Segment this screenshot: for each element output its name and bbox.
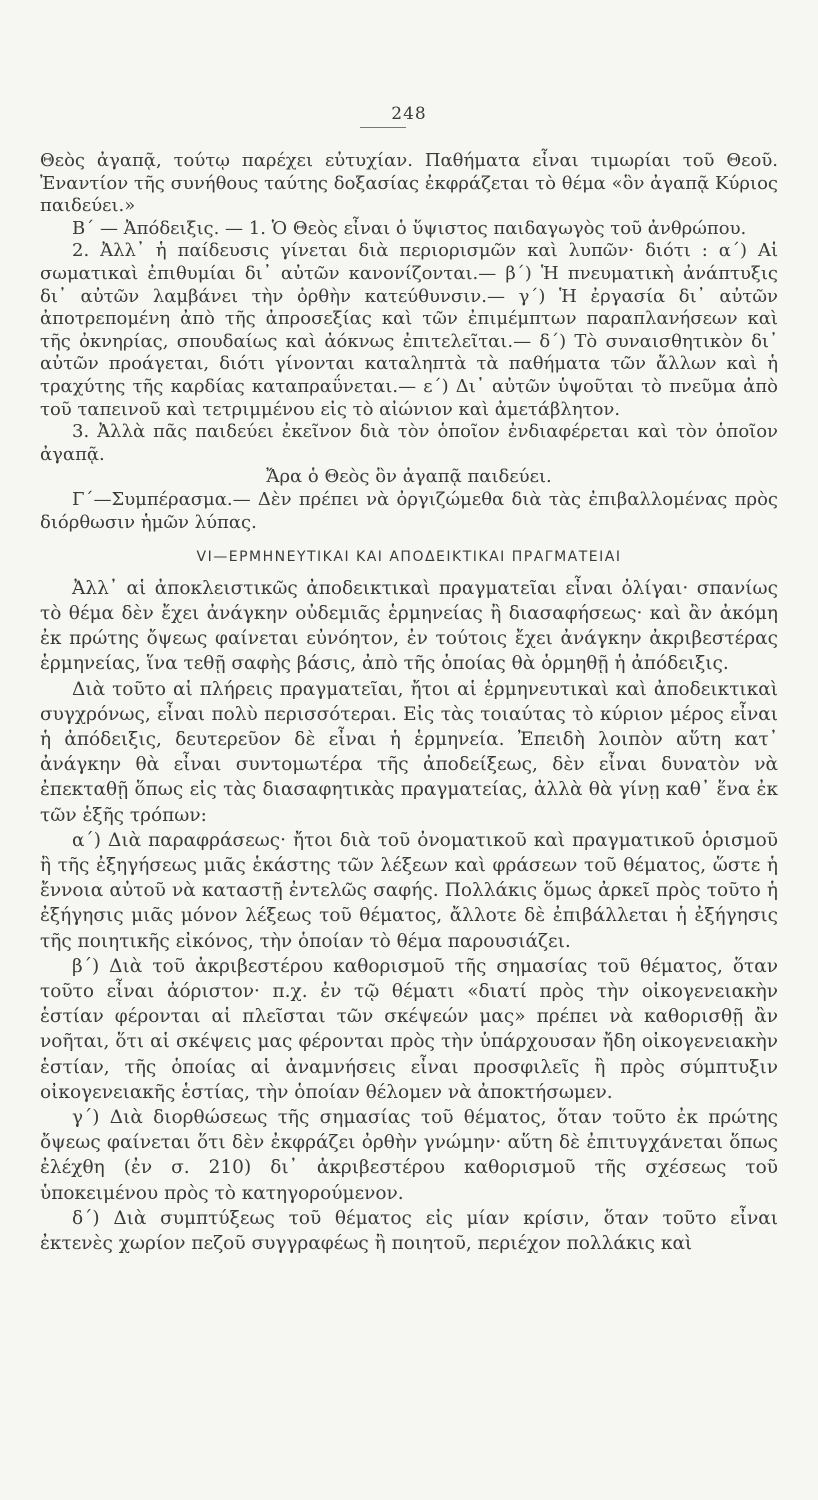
paragraph: 2. Ἀλλ᾽ ἡ παίδευσις γίνεται διὰ περιορισμῶν καὶ λυπῶν· διότι : α΄) Αἱ σωματικαὶ ἐπιθυμίαι δι᾽ αὐτῶν κανονίζονται.— β΄) Ἡ πνευματικὴ ἀνάπτυξις δι᾽ αὐτῶν λαμβάνει τὴν ὀρθὴν κατεύθυνσιν.— γ΄) Ἡ ἐργασία δι᾽ αὐτῶν ἀποτρεπομένη ἀπὸ τῆς ἀπροσεξίας καὶ τῶν ἐπιμέμπτων παραπλανήσεων καὶ τῆς ὀκνηρίας, σπουδαίως καὶ ἀόκνως ἐπιτελεῖται.— δ΄) Τὸ συναισθητικὸν δι᾽ αὐτῶν προάγεται, διότι γίνονται καταληπτὰ τὰ παθήματα τῶν ἄλλων καὶ ἡ τραχύτης τῆς καρδίας καταπραΰνεται.— ε΄) Δι᾽ αὐτῶν ὑψοῦται τὸ πνεῦμα ἀπὸ τοῦ ταπεινοῦ καὶ τετριμμένου εἰς τὸ αἰώνιον καὶ ἀμετάβλητον. (40, 240, 778, 420)
page-body (40, 150, 778, 1256)
section-proof (40, 150, 778, 534)
page-number-rule (360, 127, 406, 128)
paragraph: Γ΄—Συμπέρασμα.— Δὲν πρέπει νὰ ὀργιζώμεθα διὰ τὰς ἐπιβαλλομένας πρὸς διόρθωσιν ἡμῶν λύπας. (40, 488, 778, 533)
paragraph: Θεὸς ἀγαπᾷ, τούτῳ παρέχει εὐτυχίαν. Παθήματα εἶναι τιμωρίαι τοῦ Θεοῦ. Ἐναντίον τῆς συνήθους ταύτης δοξασίας ἐκφράζεται τὸ θέμα «ὃν ἀγαπᾷ Κύριος παιδεύει.» (40, 150, 778, 217)
paragraph: Ἄρα ὁ Θεὸς ὃν ἀγαπᾷ παιδεύει. (266, 466, 552, 488)
page-number: 248 (391, 104, 427, 124)
section-treatises (40, 576, 778, 1256)
paragraph: α΄) Διὰ παραφράσεως· ἤτοι διὰ τοῦ ὀνοματικοῦ καὶ πραγματικοῦ ὁρισμοῦ ἢ τῆς ἐξηγήσεως μιᾶς ἑκάστης τῶν λέξεων καὶ φράσεων τοῦ θέματος, ὥστε ἡ ἔννοια αὐτοῦ νὰ καταστῇ ἐντελῶς σαφής. Πολλάκις ὅμως ἀρκεῖ πρὸς τοῦτο ἡ ἐξήγησις μιᾶς μόνον λέξεως τοῦ θέματος, ἄλλοτε δὲ ἐπιβάλλεται ἡ ἐξήγησις τῆς ποιητικῆς εἰκόνος, τὴν ὁποίαν τὸ θέμα παρουσιάζει. (40, 829, 778, 952)
paragraph: Ἀλλ᾽ αἱ ἀποκλειστικῶς ἀποδεικτικαὶ πραγματεῖαι εἶναι ὀλίγαι· σπανίως τὸ θέμα δὲν ἔχει ἀνάγκην οὐδεμιᾶς ἑρμηνείας ἢ διασαφήσεως· καὶ ἂν ἀκόμη ἐκ πρώτης ὄψεως φαίνεται εὐνόητον, ἐν τούτοις ἔχει ἀνάγκην ἀκριβεστέρας ἑρμηνείας, ἵνα τεθῇ σαφὴς βάσις, ἀπὸ τῆς ὁποίας θὰ ὁρμηθῇ ἡ ἀπόδειξις. (40, 577, 778, 675)
paragraph: Διὰ τοῦτο αἱ πλήρεις πραγματεῖαι, ἤτοι αἱ ἑρμηνευτικαὶ καὶ ἀποδεικτικαὶ συγχρόνως, εἶναι πολὺ περισσότεραι. Εἰς τὰς τοιαύτας τὸ κύριον μέρος εἶναι ἡ ἀπόδειξις, δευτερεῦον δὲ εἶναι ἡ ἑρμηνεία. Ἐπειδὴ λοιπὸν αὕτη κατ᾽ ἀνάγκην θὰ εἶναι συντομωτέρα τῆς ἀποδείξεως, δὲν εἶναι δυνατὸν νὰ ἐπεκταθῇ ὅπως εἰς τὰς διασαφητικὰς πραγματείας, ἀλλὰ θὰ γίνῃ καθ᾽ ἕνα ἐκ τῶν ἑξῆς τρόπων: (40, 678, 778, 826)
paragraph: δ΄) Διὰ συμπτύξεως τοῦ θέματος εἰς μίαν κρίσιν, ὅταν τοῦτο εἶναι ἐκτενὲς χωρίον πεζοῦ συγγραφέως ἢ ποιητοῦ, περιέχον πολλάκις καὶ (40, 1207, 778, 1254)
paragraph: Β΄ — Ἀπόδειξις. — 1. Ὁ Θεὸς εἶναι ὁ ὕψιστος παιδαγωγὸς τοῦ ἀνθρώπου. (72, 217, 747, 239)
section-heading: VI—ΕΡΜΗΝΕΥΤΙΚΑΙ ΚΑΙ ΑΠΟΔΕΙΚΤΙΚΑΙ ΠΡΑΓΜΑΤΕΙΑΙ (196, 549, 622, 566)
paragraph: 3. Ἀλλὰ πᾶς παιδεύει ἐκεῖνον διὰ τὸν ὁποῖον ἐνδιαφέρεται καὶ τὸν ὁποῖον ἀγαπᾷ. (40, 421, 778, 465)
paragraph: β΄) Διὰ τοῦ ἀκριβεστέρου καθορισμοῦ τῆς σημασίας τοῦ θέματος, ὅταν τοῦτο εἶναι ἀόριστον· π.χ. ἐν τῷ θέματι «διατί πρὸς τὴν οἰκογενειακὴν ἑστίαν φέρονται αἱ πλεῖσται τῶν σκέψεών μας» πρέπει νὰ καθορισθῇ ἂν νοῆται, ὅτι αἱ σκέψεις μας φέρονται πρὸς τὴν ὑπάρχουσαν ἤδη οἰκογενειακὴν ἑστίαν, τῆς ὁποίας αἱ ἀναμνήσεις εἶναι προσφιλεῖς ἢ πρὸς σύμπτυξιν οἰκογενειακῆς ἑστίας, τὴν ὁποίαν θέλομεν νὰ ἀποκτήσωμεν. (40, 955, 778, 1103)
paragraph: γ΄) Διὰ διορθώσεως τῆς σημασίας τοῦ θέματος, ὅταν τοῦτο ἐκ πρώτης ὄψεως φαίνεται ὅτι δὲν ἐκφράζει ὀρθὴν γνώμην· αὕτη δὲ ἐπιτυγχάνεται ὅπως ἐλέχθη (ἐν σ. 210) δι᾽ ἀκριβεστέρου καθορισμοῦ τῆς σχέσεως τοῦ ὑποκειμένου πρὸς τὸ κατηγορούμενον. (40, 1106, 778, 1204)
